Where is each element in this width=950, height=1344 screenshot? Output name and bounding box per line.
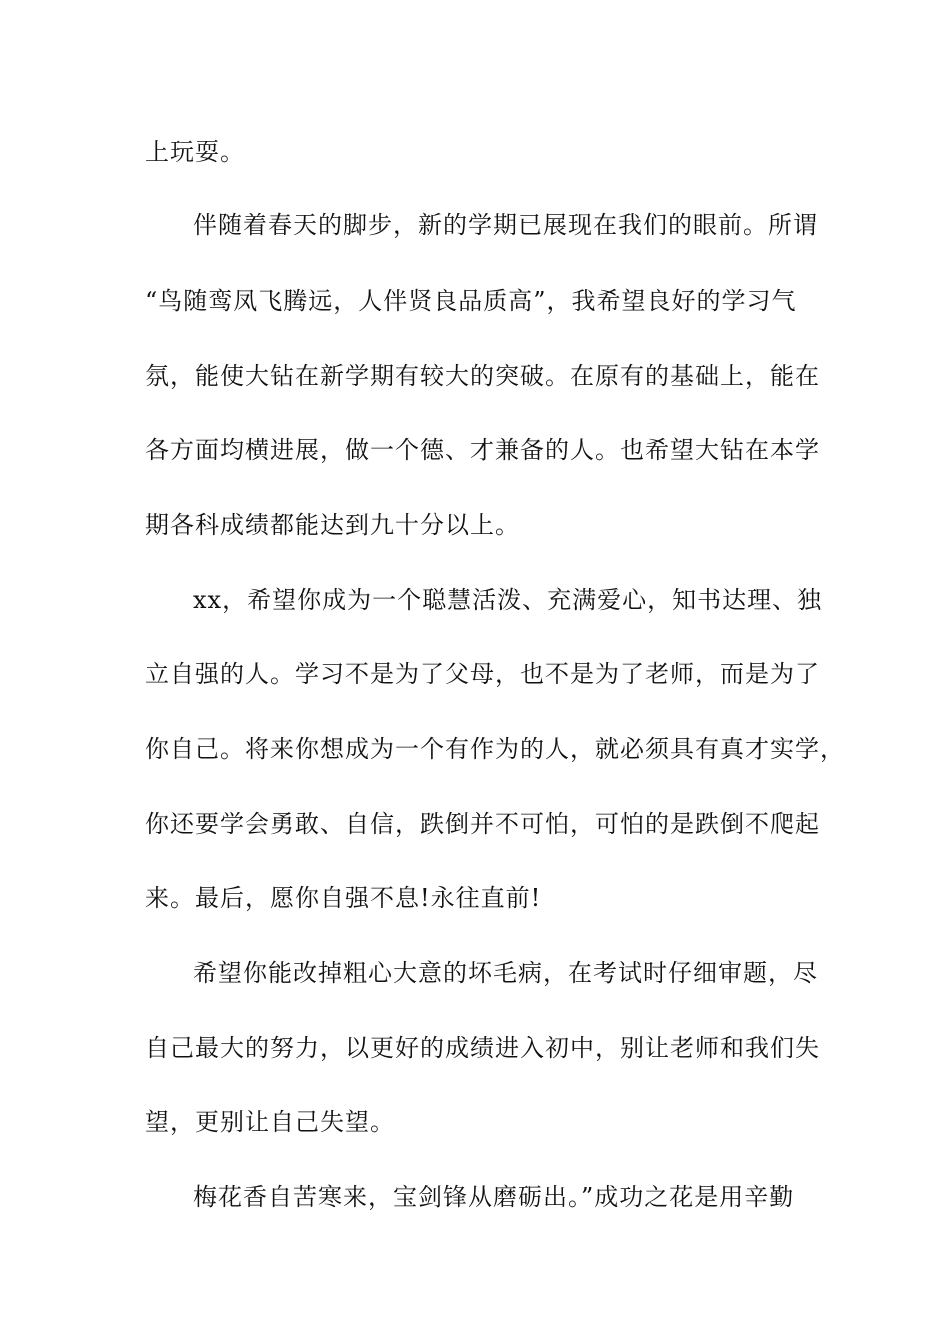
paragraph-spring-line-4: 各方面均横进展，做一个德、才兼备的人。也希望大钻在本学 — [145, 436, 820, 464]
paragraph-xx-line-3: 你自己。将来你想成为一个有作为的人，就必须具有真才实学， — [145, 735, 845, 763]
paragraph-xx-line-5: 来。最后，愿你自强不息!永往直前! — [145, 884, 542, 912]
paragraph-xx-line-2: 立自强的人。学习不是为了父母，也不是为了老师，而是为了 — [145, 660, 820, 688]
paragraph-spring-line-2: “鸟随鸾凤飞腾远，人伴贤良品质高”，我希望良好的学习气 — [145, 287, 797, 315]
paragraph-careless-line-3: 望，更别让自己失望。 — [145, 1108, 395, 1136]
paragraph-careless-line-1: 希望你能改掉粗心大意的坏毛病，在考试时仔细审题，尽 — [193, 959, 818, 987]
paragraph-spring-line-3: 氛，能使大钻在新学期有较大的突破。在原有的基础上，能在 — [145, 362, 820, 390]
paragraph-plum-line-1: 梅花香自苦寒来，宝剑锋从磨砺出。”成功之花是用辛勤 — [193, 1183, 795, 1211]
paragraph-xx-line-4: 你还要学会勇敢、自信，跌倒并不可怕，可怕的是跌倒不爬起 — [145, 810, 820, 838]
paragraph-spring-line-5: 期各科成绩都能达到九十分以上。 — [145, 511, 520, 539]
paragraph-careless-line-2: 自己最大的努力，以更好的成绩进入初中，别让老师和我们失 — [145, 1034, 820, 1062]
paragraph-spring-line-1: 伴随着春天的脚步，新的学期已展现在我们的眼前。所谓 — [193, 211, 818, 239]
paragraph-xx-line-1: xx，希望你成为一个聪慧活泼、充满爱心，知书达理、独 — [193, 586, 823, 614]
text-line-1: 上玩耍。 — [145, 138, 245, 166]
